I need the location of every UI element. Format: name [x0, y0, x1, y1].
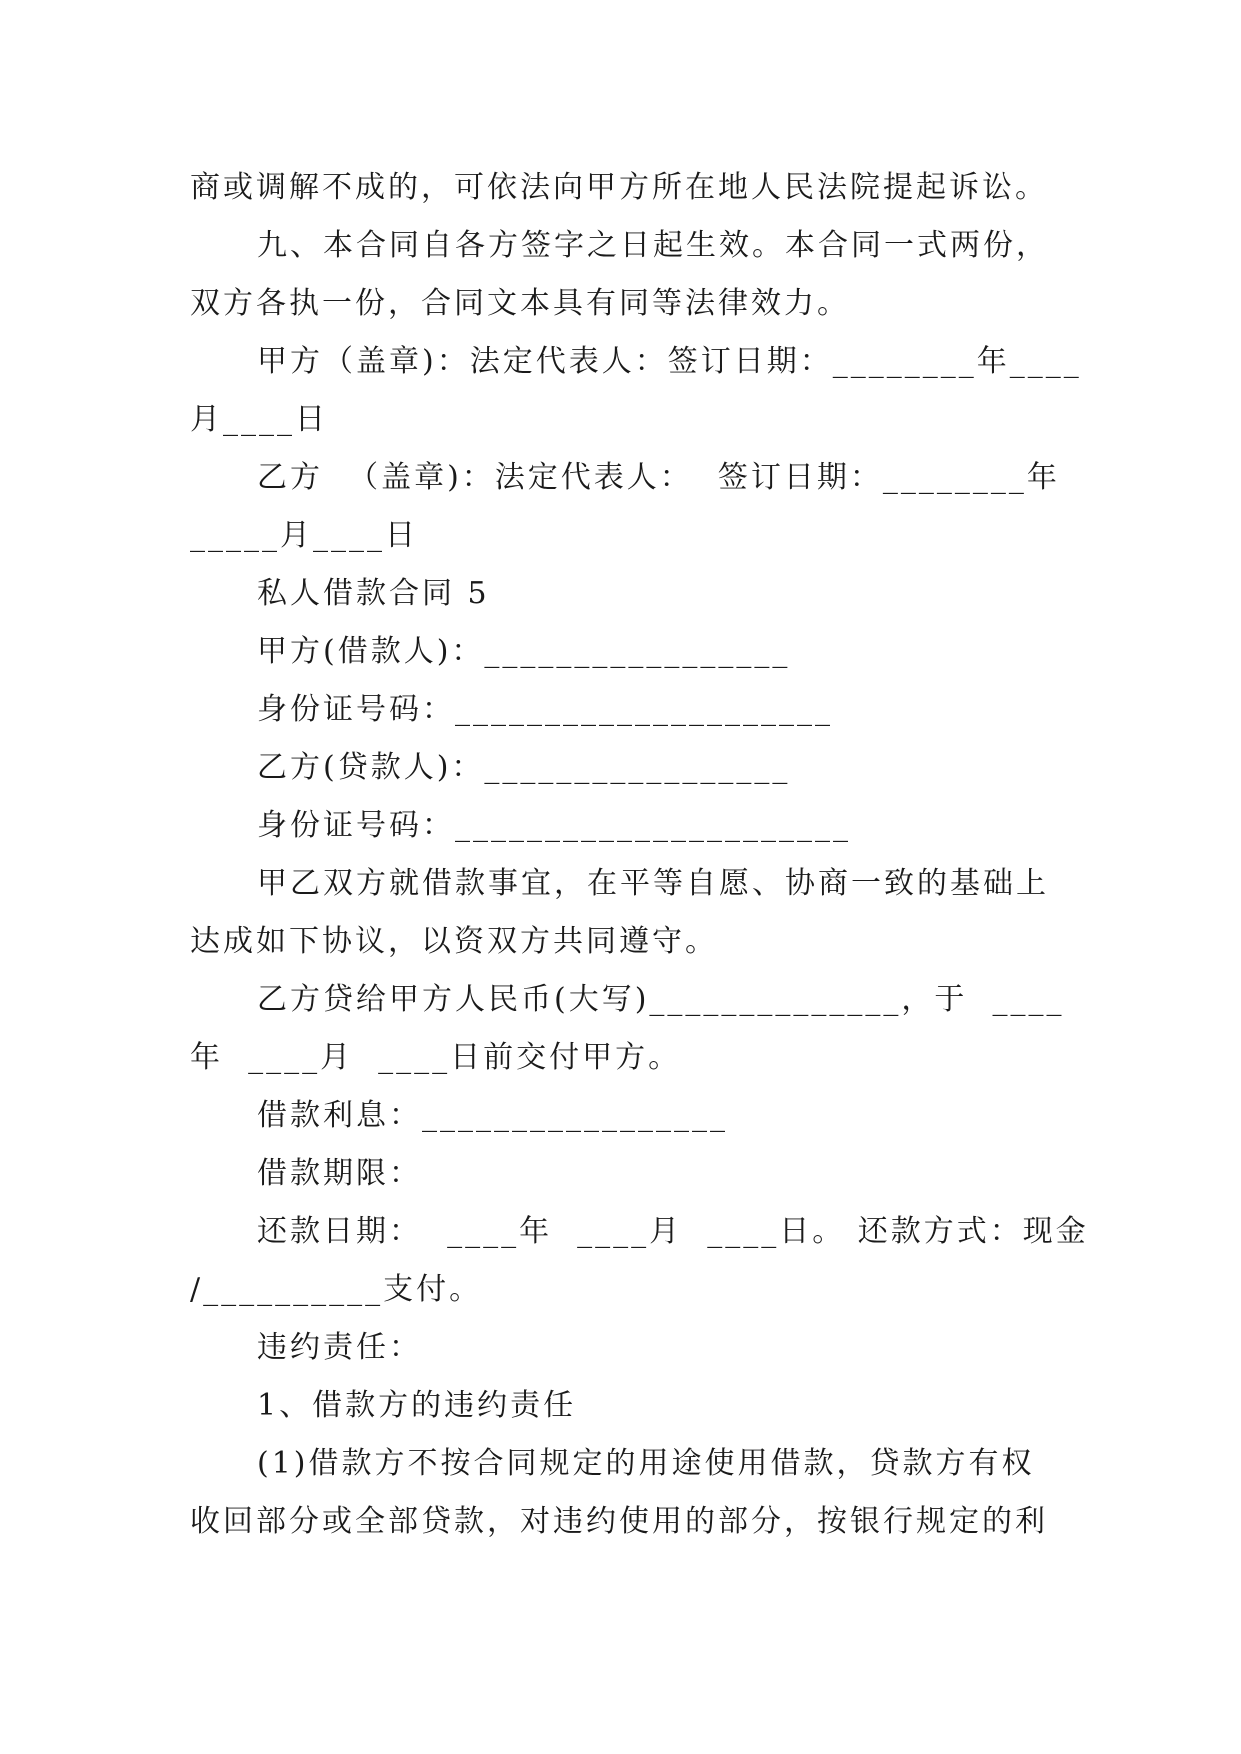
paragraph-line: 双方各执一份，合同文本具有同等法律效力。 [190, 286, 850, 321]
paragraph-line: 身份证号码：_____________________ [257, 692, 833, 727]
paragraph-line: 收回部分或全部贷款，对违约使用的部分，按银行规定的利 [190, 1504, 1048, 1539]
paragraph-line: 商或调解不成的，可依法向甲方所在地人民法院提起诉讼。 [190, 170, 1048, 205]
paragraph-line: 借款利息：_________________ [257, 1098, 728, 1133]
paragraph-line: 九、本合同自各方签字之日起生效。本合同一式两份， [257, 228, 1049, 263]
paragraph-line: 年 ____月 ____日前交付甲方。 [190, 1040, 682, 1075]
paragraph-line: 甲方（盖章)：法定代表人：签订日期：________年____ [257, 344, 1082, 379]
paragraph-line: 1、借款方的违约责任 [257, 1388, 577, 1423]
paragraph-line: (1)借款方不按合同规定的用途使用借款，贷款方有权 [257, 1446, 1035, 1481]
paragraph-line: 甲方(借款人)：_________________ [257, 634, 791, 669]
paragraph-line: 达成如下协议，以资双方共同遵守。 [190, 924, 718, 959]
paragraph-line: 月____日 [190, 402, 328, 437]
paragraph-line: 乙方 （盖章)：法定代表人： 签订日期：________年 [257, 460, 1060, 495]
paragraph-line: 借款期限： [257, 1156, 422, 1191]
paragraph-line: 身份证号码：______________________ [257, 808, 851, 843]
paragraph-line: 还款日期： ____年 ____月 ____日。 还款方式：现金 [257, 1214, 1089, 1249]
section-title: 私人借款合同 5 [257, 576, 490, 611]
paragraph-line: 甲乙双方就借款事宜，在平等自愿、协商一致的基础上 [257, 866, 1049, 901]
paragraph-line: _____月____日 [190, 518, 418, 553]
paragraph-line: 乙方(贷款人)：_________________ [257, 750, 791, 785]
paragraph-line: 违约责任： [257, 1330, 422, 1365]
paragraph-line: 乙方贷给甲方人民币(大写)______________，于 ____ [257, 982, 1065, 1017]
paragraph-line: /__________支付。 [190, 1272, 483, 1307]
